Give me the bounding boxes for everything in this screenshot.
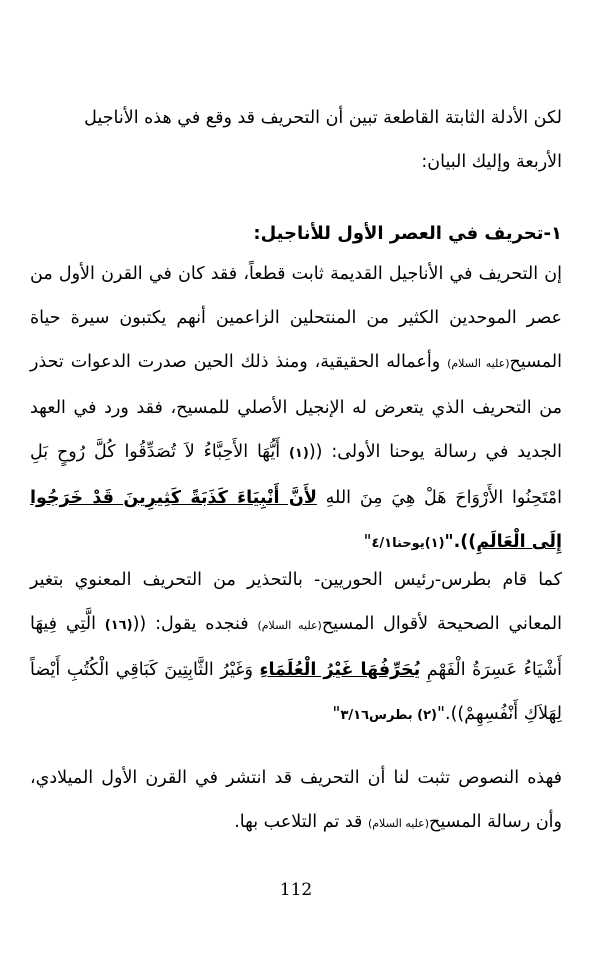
quote-end: " [332, 704, 341, 724]
quote-emphasis: يُحَرِّفُهَا غَيْرُ الْعُلَمَاءِ [259, 660, 421, 680]
honorific: (عليه السلام) [257, 619, 322, 632]
intro-line-1: لكن الأدلة الثابتة القاطعة تبين أن التحريف قد وقع في هذه الأناجيل [84, 108, 562, 128]
quote-text-2: وَغَيْرُ الثَّابِتِينَ كَبَاقِي الْكُتُبِ أَيْضاً لِهَلاَكِ أَنْفُسِهِمْ))." [30, 660, 562, 724]
quote-end: " [363, 532, 372, 552]
verse-number: (١٦) [104, 618, 133, 633]
honorific: (عليه السلام) [367, 817, 430, 830]
quote-text: أَيُّهَا الأَحِبَّاءُ لاَ تُصَدِّقُوا كُلَّ رُوحٍ بَلِ امْتَحِنُوا الأَرْوَاحَ هَلْ هِيَ مِنَ اللهِ [30, 442, 563, 508]
section-2-paragraph [30, 558, 562, 738]
quote-emphasis: لأَنَّ أَنْبِيَاءَ كَذَبَةً كَثِيرِينَ قَدْ خَرَجُوا إِلَى الْعَالَمِ [30, 488, 562, 552]
conclusion-text-b: قد تم التلاعب بها. [234, 812, 368, 832]
section-2-text-b: فنجده يقول: (( [132, 614, 258, 634]
page-number: 112 [279, 880, 313, 900]
quote-text: الَّتِي فِيهَا أَشْيَاءُ عَسِرَةُ الْفَهْمِ [30, 614, 562, 680]
intro-line-2: الأربعة وإليك البيان: [421, 152, 562, 172]
section-1-text-a: إن التحريف في الأناجيل القديمة ثابت قطعاً، فقد كان في القرن الأول من عصر الموحدين الكثير من المنتحلين الزاعمين أنهم يكتبون سيرة حياة المسيح [30, 264, 562, 372]
conclusion-paragraph [30, 756, 562, 846]
footnote-reference: (٢) بطرس٣/١٦ [340, 708, 437, 723]
honorific: (عليه السلام) [447, 357, 510, 370]
section-2-text-a: كما قام بطرس-رئيس الحوريين- بالتحذير من التحريف المعنوي بتغير المعاني الصحيحة لأقوال المسيح [30, 570, 562, 634]
footnote-reference: (١)يوحنا٤/١ [371, 536, 445, 551]
section-1-heading: ١-تحريف في العصر الأول للأناجيل: [253, 223, 562, 244]
section-1-text-b: وأعماله الحقيقية، ومنذ ذلك الحين صدرت الدعوات تحذر من التحريف الذي يتعرض له الإنجيل الأصلي للمسيح، فقد ورد في العهد الجديد في رسالة يوحنا الأولى: (( [30, 352, 563, 462]
intro-paragraph [30, 96, 562, 184]
section-1-paragraph [30, 252, 562, 566]
conclusion-text-a: فهذه النصوص تثبت لنا أن التحريف قد انتشر في القرن الأول الميلادي، وأن رسالة المسيح [30, 768, 562, 832]
quote-close: ))." [444, 532, 477, 552]
verse-number: (١) [288, 446, 309, 461]
